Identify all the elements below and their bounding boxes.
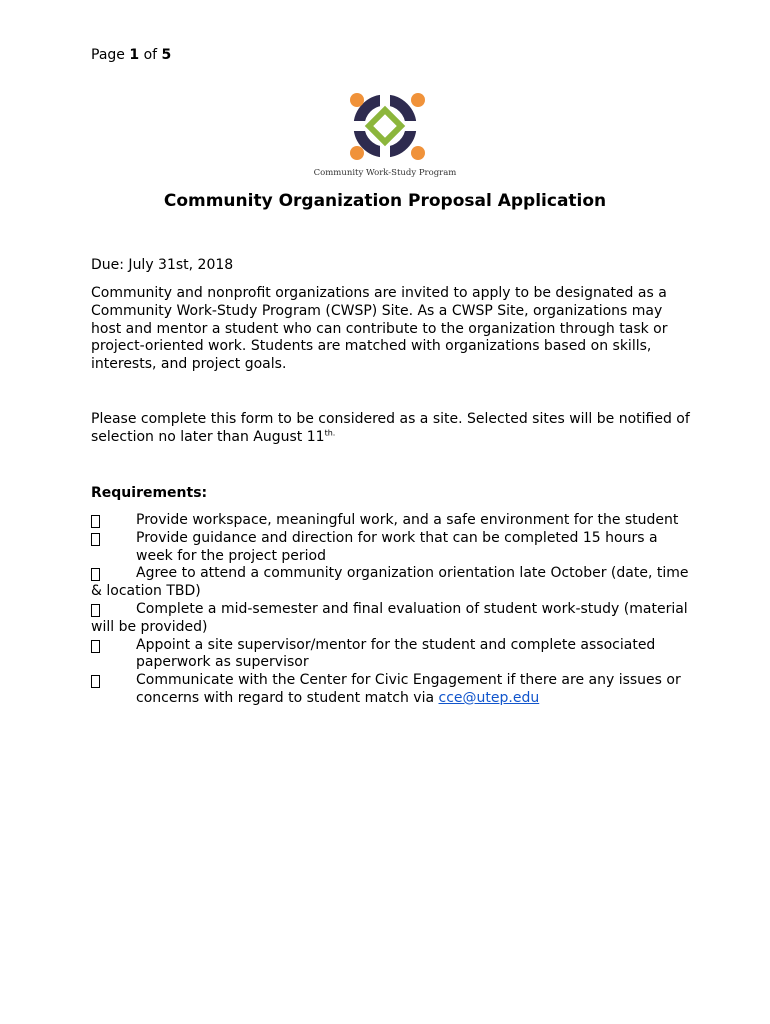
complete-form-paragraph: Please complete this form to be considered as a site. Selected sites will be notified of selection no later than August $11^{th.}$: [91, 411, 690, 445]
page-number: Page 1 of 5: [91, 47, 172, 63]
requirements-list: [91, 512, 691, 708]
list-item: Appoint a site supervisor/mentor for the student and complete associated paperwork as supervisor: [91, 637, 691, 673]
logo-dot-top-left: [350, 93, 364, 107]
bullet-box-icon: [91, 640, 100, 653]
logo-ring-gap-top: [380, 92, 390, 108]
bullet-box-icon: [91, 533, 100, 546]
email-link[interactable]: cce@utep.edu: [438, 689, 540, 706]
requirements-heading: Requirements:: [91, 485, 208, 501]
logo-ring-gap-right: [403, 121, 419, 131]
logo-ring-gap-left: [351, 121, 367, 131]
bullet-box-icon: [91, 604, 100, 617]
logo-dot-top-right: [411, 93, 425, 107]
bullet-box-icon: [91, 515, 100, 528]
list-item: Provide workspace, meaningful work, and a safe environment for the student: [91, 512, 691, 530]
logo-dot-bottom-left: [350, 146, 364, 160]
intro-paragraph: Community and nonprofit organizations are invited to apply to be designated as a Community Work-Study Program (CWSP) Site. As a CWSP Site, organizations may host and mentor a student who can contribute to the organization through task or project-oriented work. Students are matched with organizations based on skills, interests, and project goals.: [91, 285, 668, 373]
page-title: Community Organization Proposal Application: [163, 191, 607, 211]
list-item: Agree to attend a community organization orientation late October (date, time & location TBD): [91, 565, 689, 600]
logo-diamond: [369, 110, 401, 142]
list-item: Communicate with the Center for Civic Engagement if there are any issues or concerns with regard to student match via cce@utep.edu: [91, 672, 691, 708]
logo-dot-bottom-right: [411, 146, 425, 160]
due-date: Due: July 31st, 2018: [91, 257, 234, 273]
list-item: Complete a mid-semester and final evaluation of student work-study (material will be provided): [91, 600, 688, 635]
list-item: Provide guidance and direction for work that can be completed 15 hours a week for the project period: [91, 530, 691, 566]
bullet-box-icon: [91, 568, 100, 581]
logo-caption: Community Work-Study Program: [313, 168, 457, 178]
logo-ring-gap-bottom: [380, 144, 390, 160]
bullet-box-icon: [91, 675, 100, 688]
